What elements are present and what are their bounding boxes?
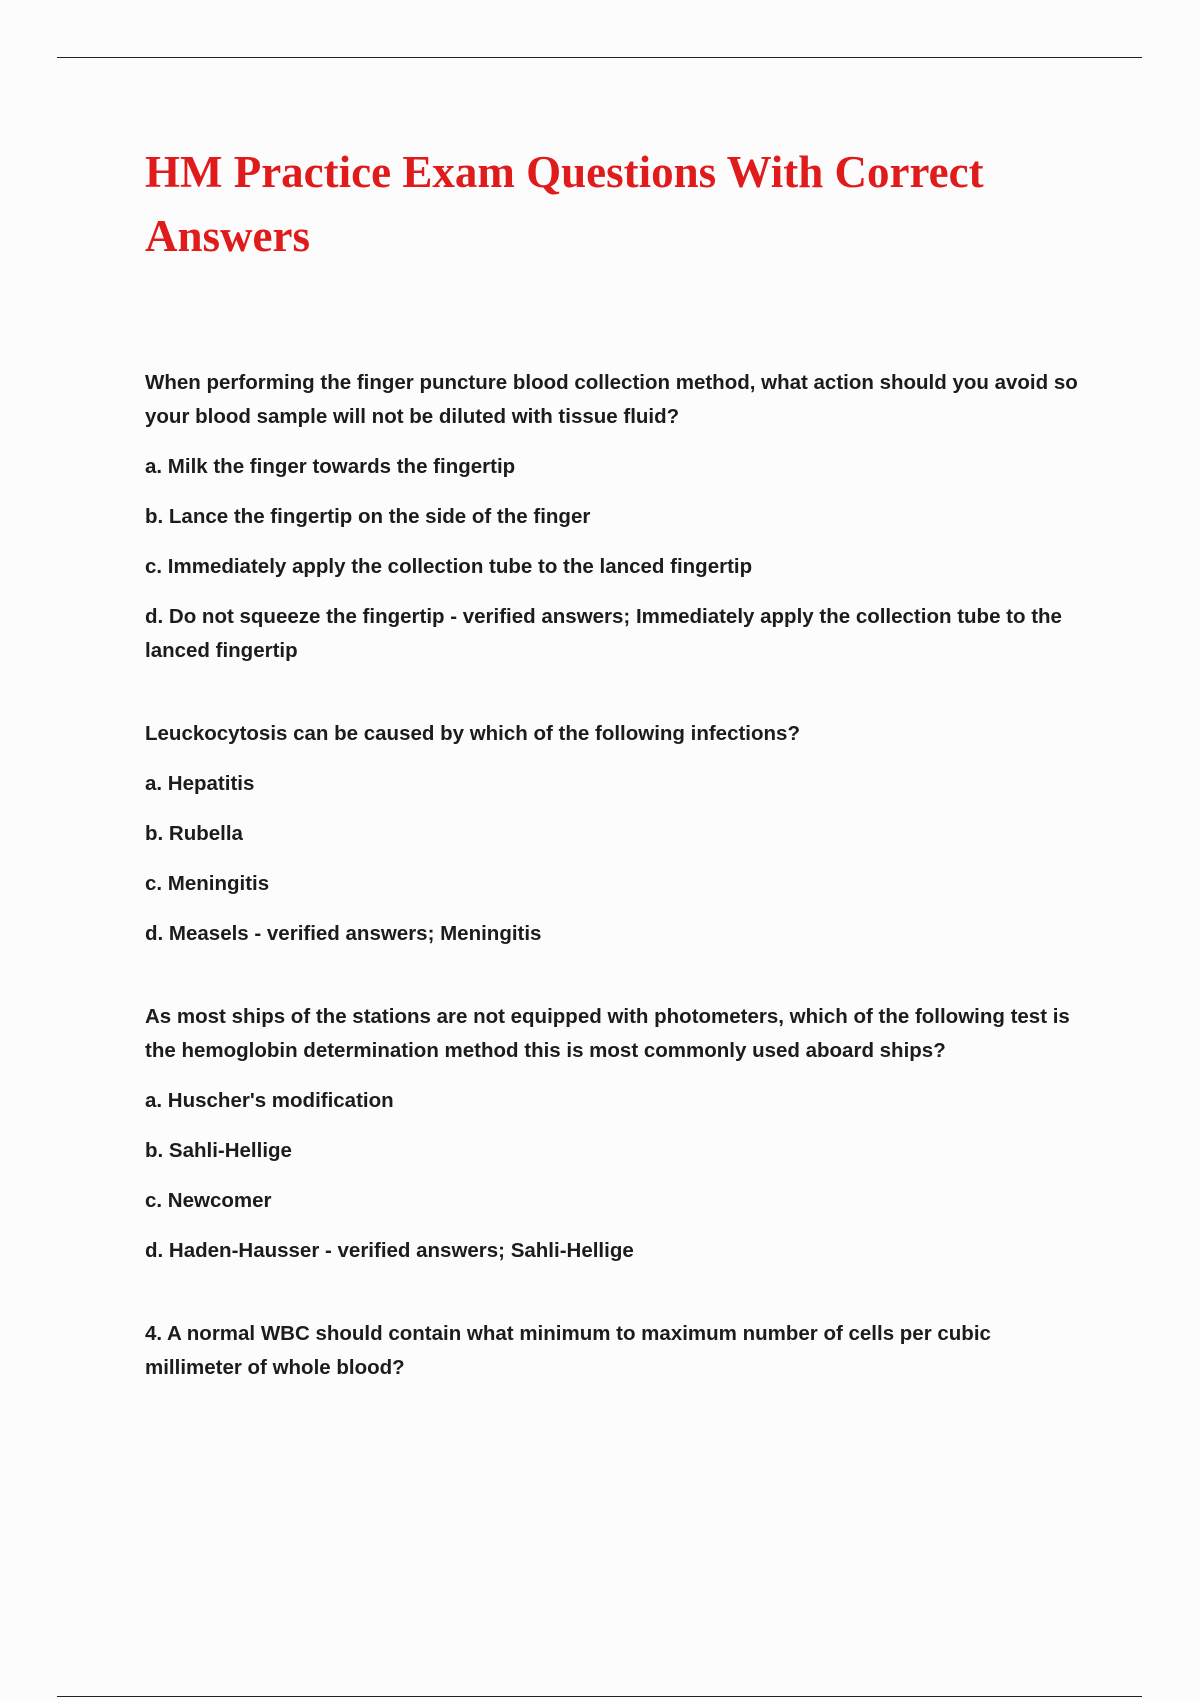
answer-option-d: d. Do not squeeze the fingertip - verified answers; Immediately apply the collection tube to the lanced fingertip [145, 605, 1062, 662]
question-3 [145, 1000, 1090, 1268]
question-2 [145, 717, 1090, 951]
answer-option-c: c. Meningitis [145, 872, 270, 895]
answer-option-c: c. Immediately apply the collection tube to the lanced fingertip [145, 555, 753, 578]
answer-option-a: a. Milk the finger towards the fingertip [145, 455, 516, 478]
answer-option-c: c. Newcomer [145, 1189, 272, 1212]
page-title: HM Practice Exam Questions With Correct Answers [145, 147, 984, 261]
question-text: Leuckocytosis can be caused by which of the following infections? [145, 722, 800, 745]
answer-option-d: d. Haden-Hausser - verified answers; Sahli-Hellige [145, 1239, 634, 1262]
question-list [145, 366, 1090, 1401]
answer-option-a: a. Huscher's modification [145, 1089, 394, 1112]
question-text: When performing the finger puncture blood collection method, what action should you avoid so your blood sample will not be diluted with tissue fluid? [145, 371, 1078, 428]
page-bottom-rule [57, 1696, 1142, 1697]
answer-option-b: b. Sahli-Hellige [145, 1139, 292, 1162]
question-1 [145, 366, 1090, 668]
page-top-rule [57, 57, 1142, 58]
answer-option-b: b. Rubella [145, 822, 243, 845]
question-text: 4. A normal WBC should contain what minimum to maximum number of cells per cubic millimeter of whole blood? [145, 1322, 991, 1379]
answer-option-b: b. Lance the fingertip on the side of the finger [145, 505, 591, 528]
answer-option-a: a. Hepatitis [145, 772, 255, 795]
answer-option-d: d. Measels - verified answers; Meningitis [145, 922, 542, 945]
question-text: As most ships of the stations are not equipped with photometers, which of the following test is the hemoglobin determination method this is most commonly used aboard ships? [145, 1005, 1070, 1062]
question-4 [145, 1317, 1090, 1385]
